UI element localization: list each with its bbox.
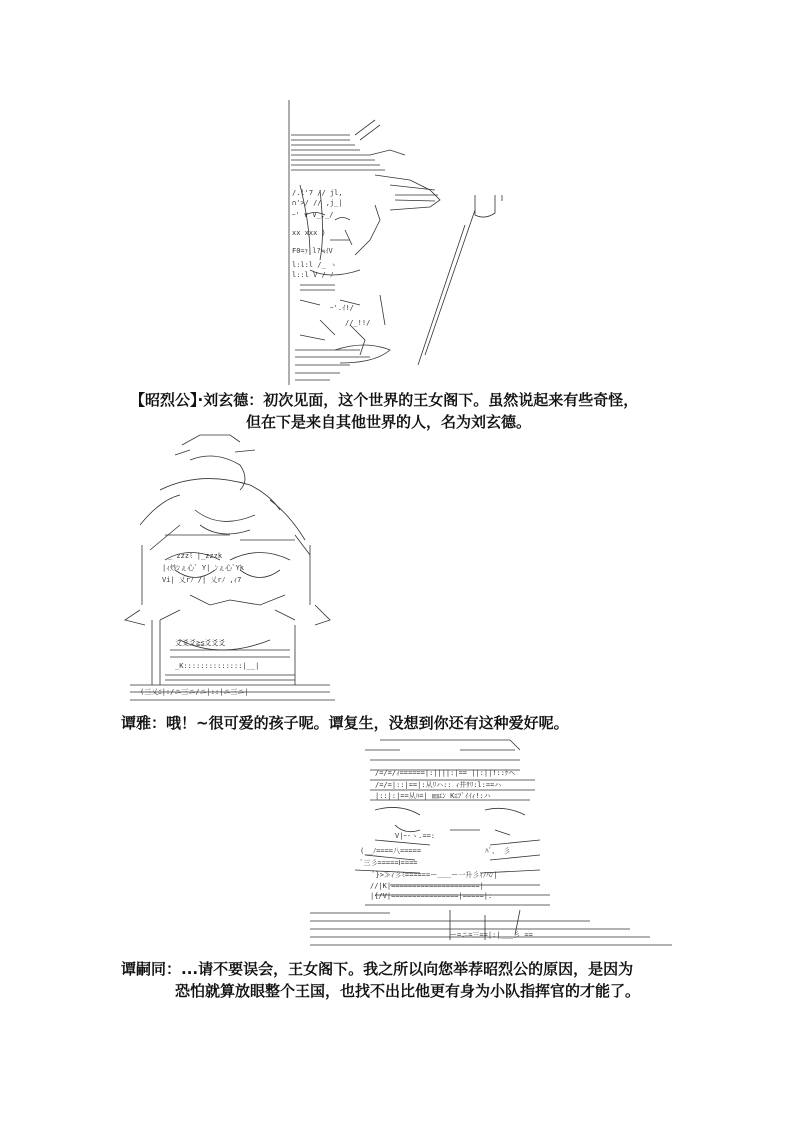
- svg-text:_ zzzﾐ |_zzzk: _ zzzﾐ |_zzzk: [168, 552, 223, 560]
- svg-text:ｰ' ∨ ∨_,_/: ｰ' ∨ ∨_,_/: [292, 211, 334, 219]
- svg-text:|::|:|==从ﾊ=| ㎜ｴﾝ Kｴﾌﾞｲｲｨ!: |::|:|==从ﾊ=| ㎜ｴﾝ Kｴﾌﾞｲｲｨ!:ハ: [375, 792, 491, 800]
- svg-text:l::l V / ﾉ: l::l V / ﾉ: [292, 271, 334, 279]
- svg-text:ﾊﾞ、 彡: ﾊﾞ、 彡: [485, 847, 511, 855]
- svg-text:ｰ'.ｲ!/: ｰ'.ｲ!/: [330, 304, 354, 312]
- svg-text:(__ﾉ====八=====: (__ﾉ====八=====: [360, 847, 422, 855]
- liu-xuande-illustration: [280, 95, 520, 387]
- dialogue-line: 【昭烈公】·刘玄德：初次见面，这个世界的王女阁下。虽然说起来有些奇怪，: [130, 391, 639, 409]
- tan-ya-illustration: [120, 430, 340, 706]
- svg-text:V|ｰ-ヽ.==:: V|ｰ-ヽ.==:: [395, 832, 436, 840]
- tan-sitong-illustration: [310, 735, 675, 953]
- dialogue-line: 谭雅：哦！~很可爱的孩子呢。谭复生，没想到你还有这种爱好呢。: [121, 714, 569, 732]
- svg-text://_!!/: //_!!/: [345, 319, 371, 327]
- svg-text://|K|=====================|: //|K|=====================|: [370, 882, 484, 890]
- standing-figure-with-staff-icon: [280, 95, 520, 387]
- svg-text:ﾞ}>≫ｨ彡ﾐ======ー＿＿ー一升彡ｨﾉﾊﾝ|: ﾞ}>≫ｨ彡ﾐ======ー＿＿ー一升彡ｨﾉﾊﾝ|: [372, 871, 498, 879]
- svg-text:/.l'7 // jl,: /.l'7 // jl,: [292, 189, 343, 197]
- svg-text:l:l:l /_ ヽ: l:l:l /_ ヽ: [292, 261, 337, 269]
- dialogue-line: 但在下是来自其他世界的人，名为刘玄德。: [246, 413, 532, 431]
- svg-text:(三乂ﾆ|:/ニ三ニ/ニ|::|ニ三ニ|: (三乂ﾆ|:/ニ三ニ/ニ|::|ニ三ニ|: [140, 688, 249, 696]
- svg-text:∩'>/ // ,j_|: ∩'>/ // ,j_|: [292, 199, 343, 207]
- large-round-figure-icon: [120, 430, 340, 706]
- dialogue-line: 恐怕就算放眼整个王国，也找不出比他更有身为小队指挥官的才能了。: [175, 982, 641, 1000]
- dialogue-line: 谭嗣同：...请不要误会，王女阁下。我之所以向您举荐昭烈公的原因，是因为: [121, 960, 634, 978]
- svg-text:xx xxx ): xx xxx ): [292, 229, 326, 237]
- svg-text:_K::::::::::::::|__|: _K::::::::::::::|__|: [175, 662, 260, 670]
- svg-text:|{/V|================|=====|:: |{/V|================|=====|:: [370, 892, 493, 900]
- svg-text:爻爻爻≧≦爻爻爻: 爻爻爻≧≦爻爻爻: [175, 639, 226, 647]
- dialogue-liu-xuande: [130, 389, 638, 433]
- svg-text:F0=ｧ l?≒ｲV: F0=ｧ l?≒ｲV: [292, 247, 333, 255]
- svg-text:ﾞ三彡=====Ⅰ====: ﾞ三彡=====Ⅰ====: [360, 859, 418, 867]
- dialogue-tan-ya: [121, 712, 569, 734]
- svg-text:Vi| 乂rﾉ /| 乂rﾉ ,ｨ7: Vi| 乂rﾉ /| 乂rﾉ ,ｨ7: [162, 576, 242, 584]
- svg-text:ー=ニ=三==|:|___彡 ==: ー=ニ=三==|:|___彡 ==: [450, 931, 533, 939]
- svg-text:|ｨ炒ﾝぇ心ﾞ Y| ﾝぇ心ﾞYk: |ｨ炒ﾝぇ心ﾞ Y| ﾝぇ心ﾞYk: [162, 564, 245, 572]
- dialogue-tan-sitong: [121, 958, 640, 1002]
- cat-like-figure-icon: [310, 735, 675, 953]
- svg-text:/=/=/ｨ======|:||||:|== ||:||!: /=/=/ｨ======|:||||:|== ||:||!::ｹヘ: [375, 769, 516, 777]
- svg-text:/=/=|::|==|:从ﾘハ:: ｨ井ｻﾘ:l:==: /=/=|::|==|:从ﾘハ:: ｨ井ｻﾘ:l:==ハ: [375, 781, 502, 789]
